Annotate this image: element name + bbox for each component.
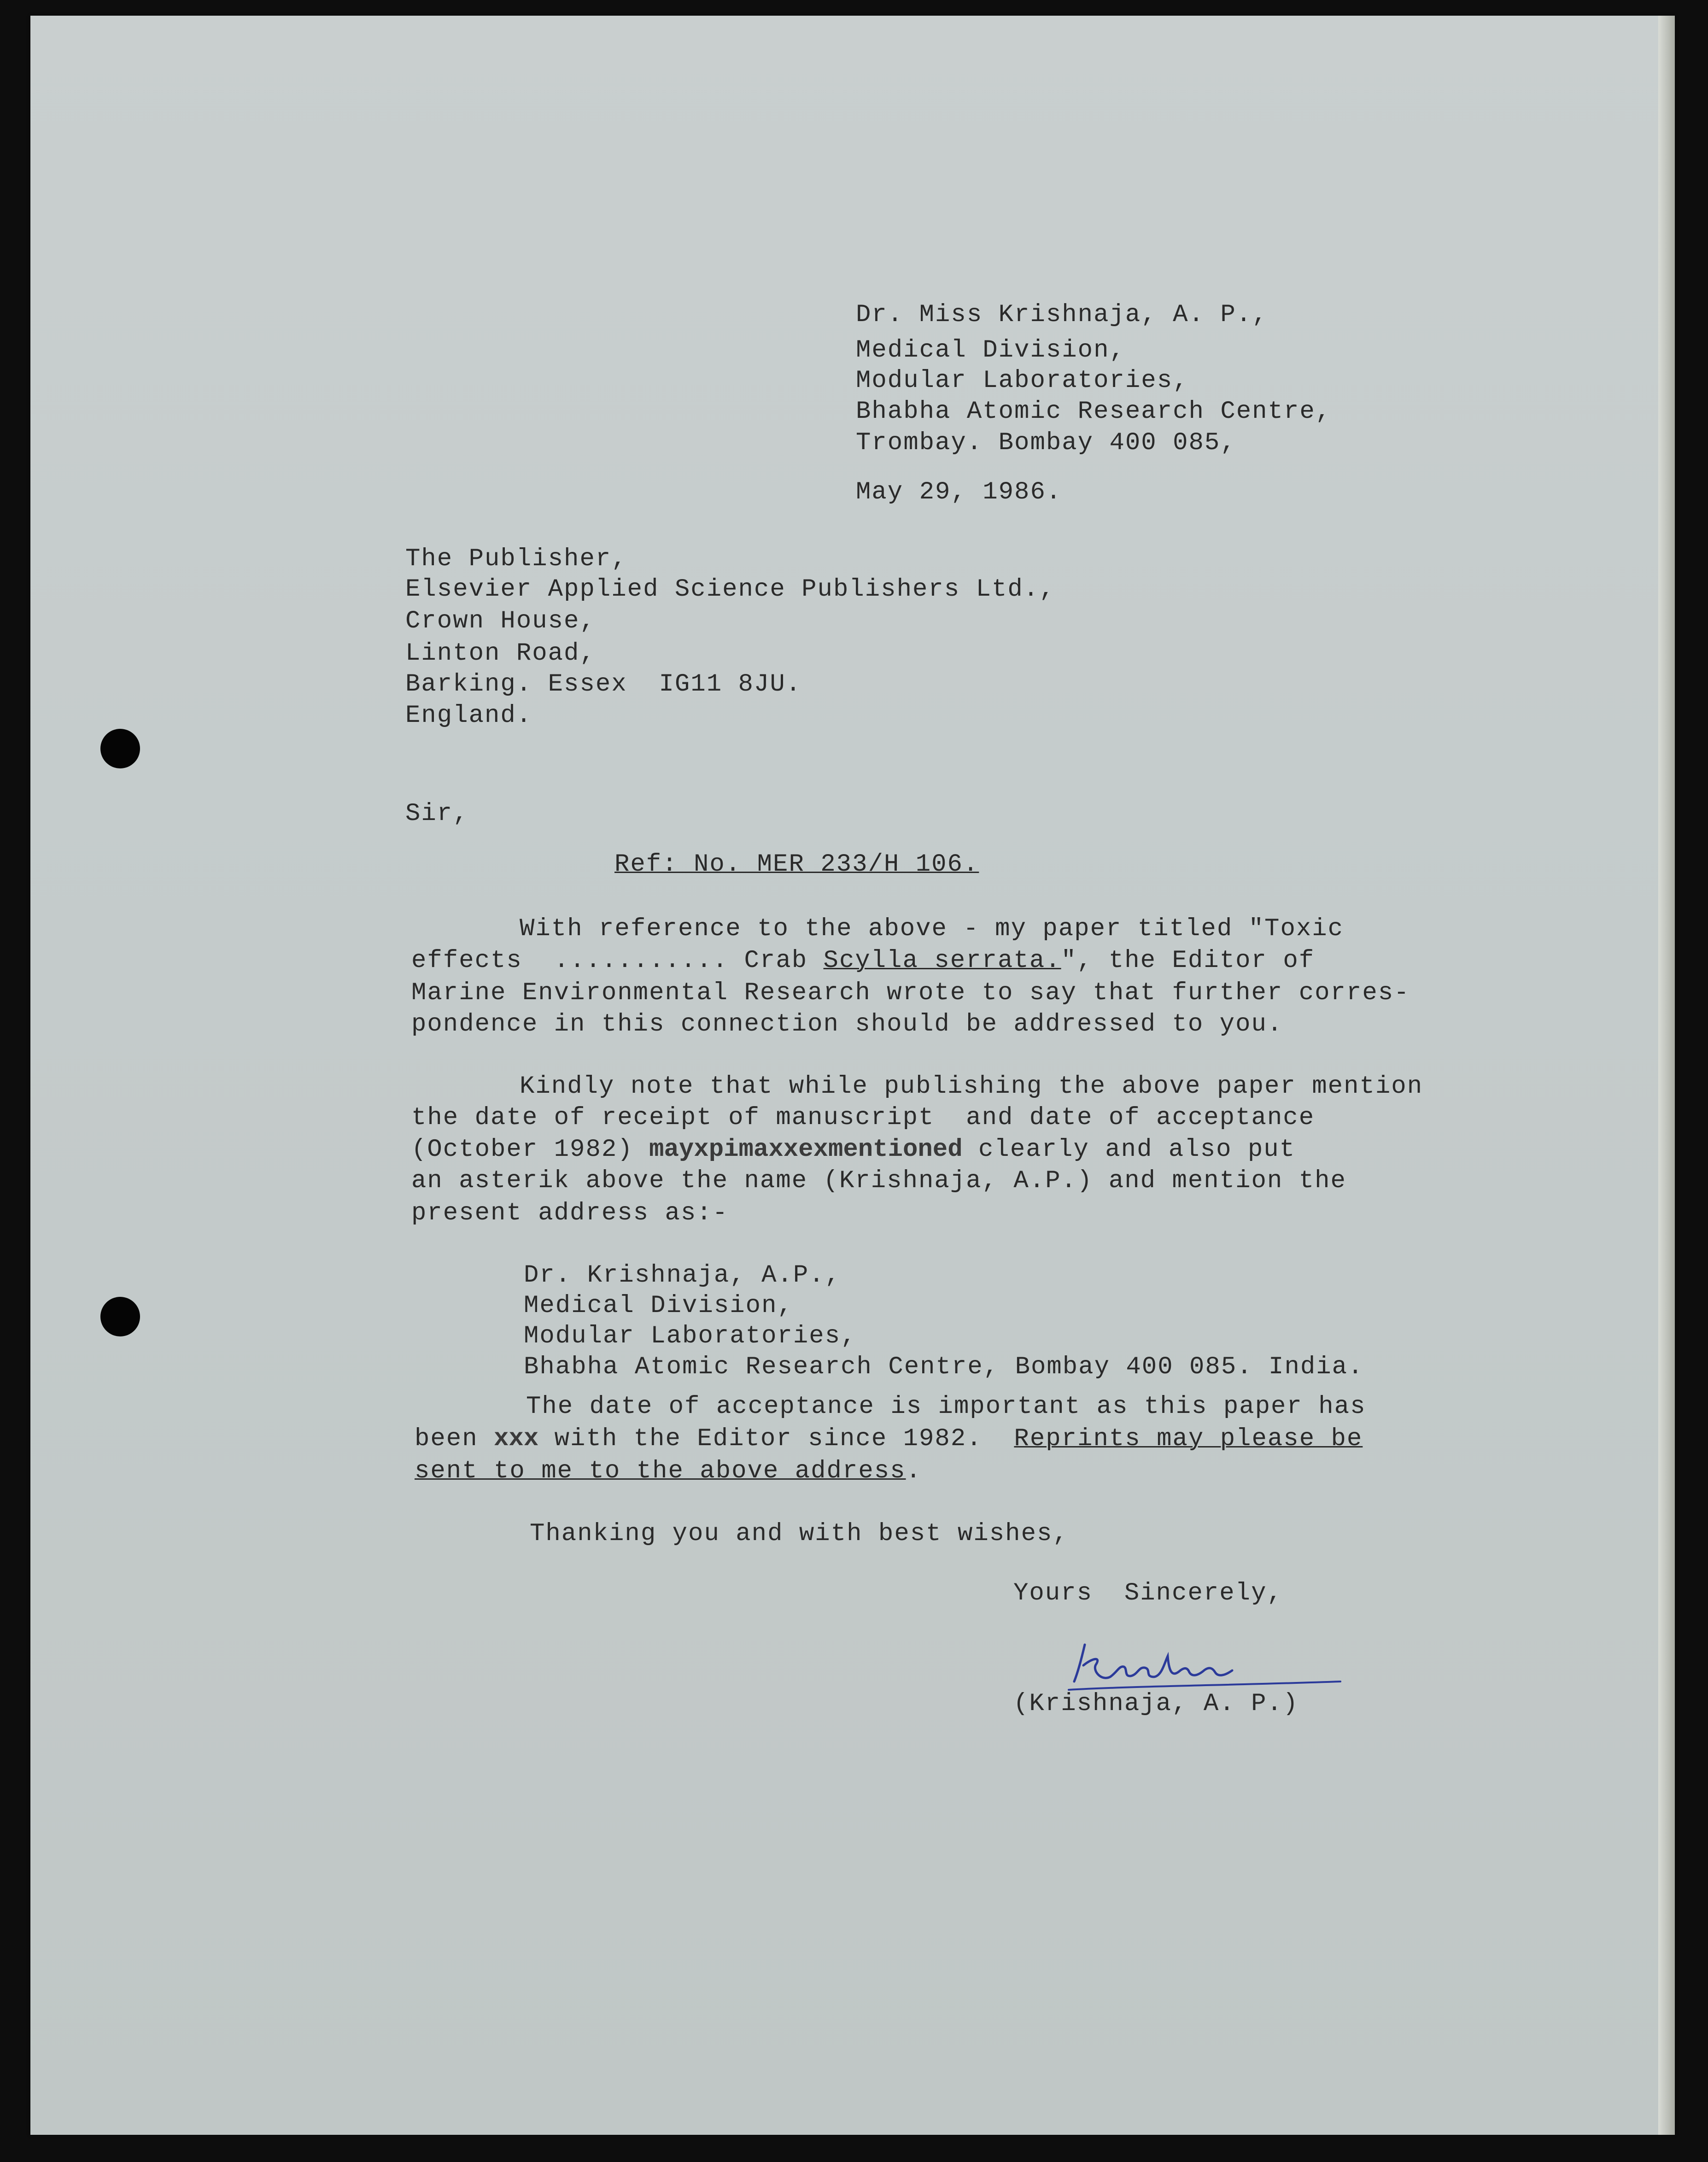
address-line-2: Medical Division,	[524, 1292, 793, 1320]
recipient-line-2: Elsevier Applied Science Publishers Ltd.,	[405, 575, 1055, 603]
punch-hole-top	[100, 729, 140, 768]
yours-sincerely: Yours Sincerely,	[1013, 1579, 1283, 1607]
para3-line-2c: with the Editor since 1982.	[538, 1425, 1014, 1453]
recipient-line-1: The Publisher,	[405, 545, 627, 573]
recipient-line-4: Linton Road,	[405, 639, 596, 668]
para3-line-3	[415, 1456, 922, 1487]
signatory-name: (Krishnaja, A. P.)	[1013, 1690, 1299, 1718]
paper-edge	[1658, 16, 1675, 2135]
para3-line-2a: been	[415, 1425, 494, 1453]
thanks-line: Thanking you and with best wishes,	[530, 1520, 1069, 1548]
para2-line-4: an asterik above the name (Krishnaja, A.P.) and mention the	[411, 1167, 1346, 1195]
letter-date: May 29, 1986.	[856, 478, 1062, 506]
para3-line-3-end: .	[906, 1457, 922, 1485]
para2-line-3a: (October 1982)	[411, 1136, 649, 1164]
para2-line-3c: clearly and also put	[962, 1136, 1296, 1164]
reference-line: Ref: No. MER 233/H 106.	[614, 850, 979, 879]
sender-line-3: Modular Laboratories,	[856, 367, 1189, 395]
salutation: Sir,	[405, 800, 469, 828]
recipient-line-3: Crown House,	[405, 607, 596, 635]
para2-line-3	[411, 1134, 1295, 1166]
punch-hole-bottom	[100, 1297, 140, 1336]
para1-line-2c: ", the Editor of	[1061, 947, 1315, 975]
para3-line-2	[415, 1424, 1363, 1455]
reprints-request: Reprints may please be	[1014, 1425, 1363, 1453]
recipient-line-5: Barking. Essex IG11 8JU.	[405, 670, 802, 698]
struck-out-word: xxx	[494, 1425, 539, 1453]
para1-line-4: pondence in this connection should be addressed to you.	[411, 1010, 1283, 1038]
para2-line-2: the date of receipt of manuscript and date of acceptance	[411, 1104, 1315, 1132]
recipient-line-6: England.	[405, 702, 532, 730]
struck-out-text: mayxpimaxxexmentioned	[649, 1136, 963, 1164]
address-line-3: Modular Laboratories,	[524, 1322, 857, 1350]
sender-line-2: Medical Division,	[856, 336, 1125, 364]
para2-line-1: Kindly note that while publishing the above paper mention	[520, 1072, 1423, 1101]
para1-line-3: Marine Environmental Research wrote to say that further corres-	[411, 979, 1410, 1007]
para1-line-2a: effects ........... Crab	[411, 947, 824, 975]
sender-line-4: Bhabha Atomic Research Centre,	[856, 398, 1332, 426]
para1-line-1: With reference to the above - my paper titled "Toxic	[520, 915, 1344, 943]
address-line-4: Bhabha Atomic Research Centre, Bombay 400 085. India.	[524, 1353, 1364, 1381]
para3-line-1: The date of acceptance is important as this paper has	[526, 1393, 1366, 1421]
sender-line-5: Trombay. Bombay 400 085,	[856, 429, 1236, 457]
para2-line-5: present address as:-	[411, 1199, 729, 1227]
sender-line-1: Dr. Miss Krishnaja, A. P.,	[856, 301, 1268, 329]
species-name: Scylla serrata.	[823, 947, 1061, 975]
reprints-request-cont: sent to me to the above address	[415, 1457, 906, 1485]
address-line-1: Dr. Krishnaja, A.P.,	[524, 1261, 841, 1289]
para1-line-2	[411, 945, 1315, 977]
